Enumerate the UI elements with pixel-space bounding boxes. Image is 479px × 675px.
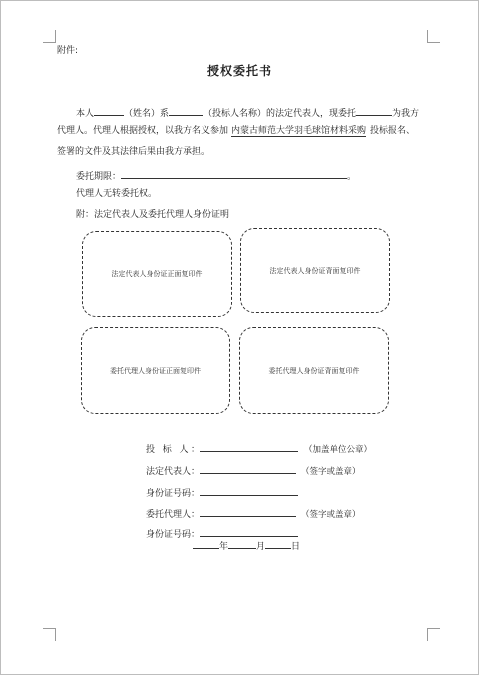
- name-blank: [94, 105, 124, 116]
- bidder-name-blank: [169, 105, 203, 116]
- project-name: 内蒙古师范大学羽毛球馆材料采购: [231, 126, 367, 136]
- id-copy-box-legal-front: 法定代表人身份证正面复印件: [82, 231, 232, 317]
- day-blank: [265, 538, 291, 549]
- crop-mark-top-right: [427, 30, 440, 43]
- page-title: 授权委托书: [206, 64, 272, 78]
- sign-bidder-row: 投 标 人： （加盖单位公章）: [146, 437, 372, 456]
- id1-line: [200, 485, 298, 496]
- term-blank: [121, 168, 347, 179]
- date-row: 年 月 日: [193, 538, 300, 552]
- bidder-sign-line: [200, 441, 298, 452]
- sign-id1-row: 身份证号码：: [146, 481, 298, 500]
- id-copy-box-agent-front: 委托代理人身份证正面复印件: [81, 327, 230, 414]
- crop-mark-bottom-left: [43, 628, 56, 641]
- no-subdelegation: 代理人无转委托权。: [76, 189, 158, 199]
- attachment-label: 附件:: [57, 46, 79, 56]
- id2-line: [200, 526, 298, 537]
- crop-mark-top-left: [43, 30, 56, 43]
- sign-legal-row: 法定代表人： （签字或盖章）: [146, 459, 361, 478]
- month-blank: [228, 538, 256, 549]
- id-copy-box-legal-back: 法定代表人身份证背面复印件: [240, 228, 390, 313]
- legal-sign-line: [200, 463, 296, 474]
- appendix-line: 附：法定代表人及委托代理人身份证明: [76, 210, 230, 220]
- para1-line1: 本人 （姓名）系 （投标人名称）的法定代表人，现委托 为我方: [76, 105, 419, 121]
- id-copy-box-agent-back: 委托代理人身份证背面复印件: [239, 327, 389, 414]
- year-blank: [193, 538, 219, 549]
- term-line: 委托期限： 。: [76, 168, 356, 184]
- agent-sign-line: [200, 506, 296, 517]
- para1-line2: 代理人。代理人根据授权，以我方名义参加 内蒙古师范大学羽毛球馆材料采购 投标报名、: [57, 126, 416, 136]
- para1-line3: 签署的文件及其法律后果由我方承担。: [57, 147, 211, 157]
- agent-name-blank: [356, 105, 392, 116]
- sign-id2-row: 身份证号码：: [146, 522, 298, 541]
- crop-mark-bottom-right: [427, 628, 440, 641]
- sign-agent-row: 委托代理人： （签字或盖章）: [146, 502, 361, 521]
